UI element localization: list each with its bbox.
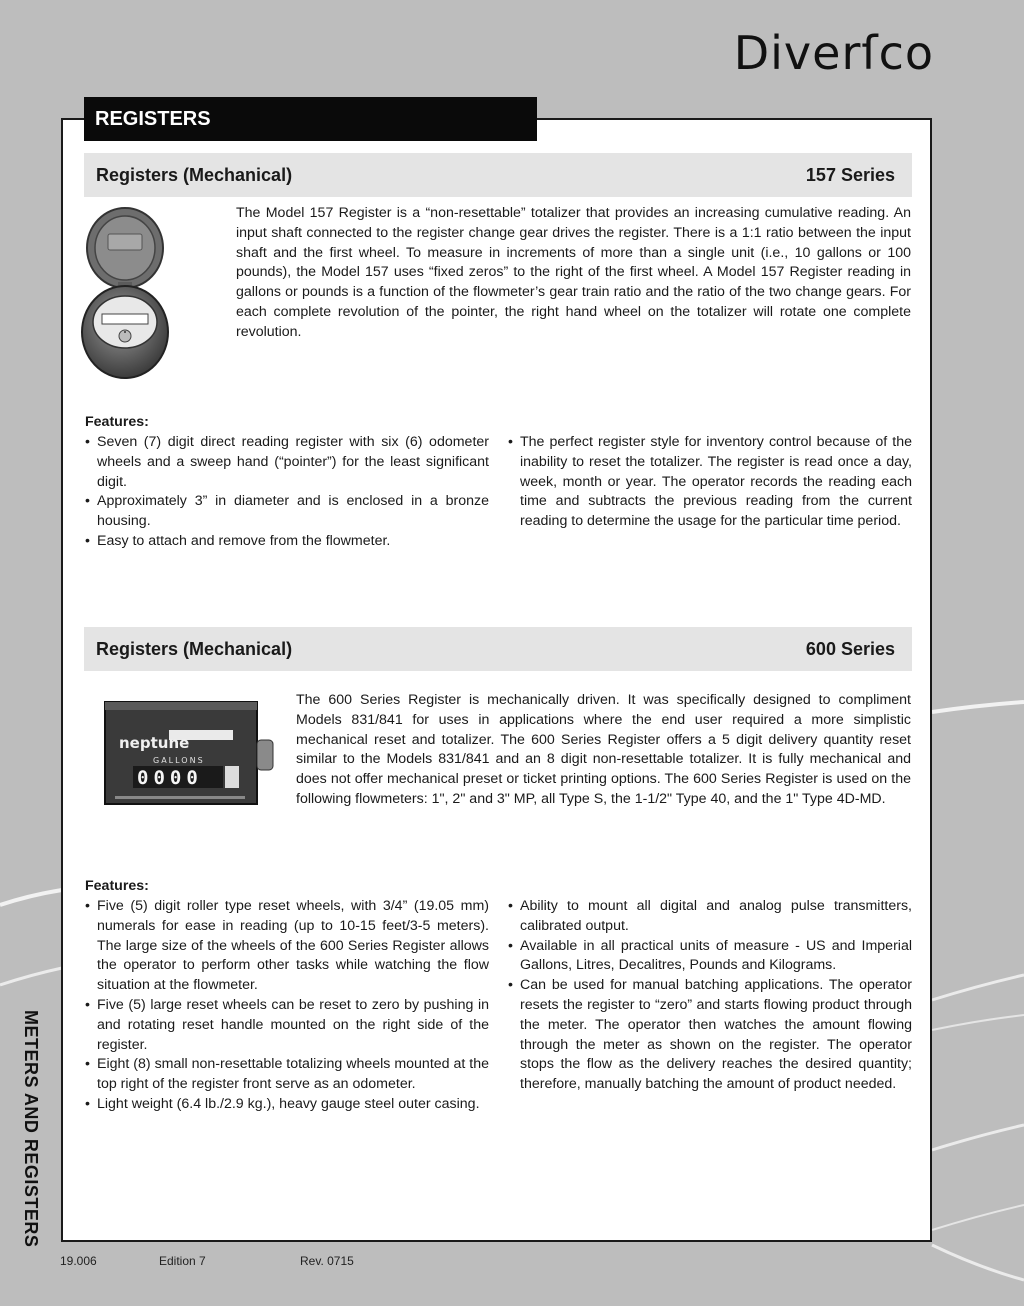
list-item: • Seven (7) digit direct reading register with six (6) odometer wheels and a sweep hand (“pointer”) for the least significant digit. xyxy=(85,433,489,492)
series-label: 157 Series xyxy=(805,164,895,185)
section-heading: Registers (Mechanical) xyxy=(96,638,293,659)
list-item: • Can be used for manual batching applications. The operator resets the register to “zero” and starts flowing product through the meter. The operator then watches the amount flowing through the meter as shown on the register. The operator stops the flow as the delivery reaches the desired quantity; therefore, manually batching the amount of product needed. xyxy=(508,976,912,1095)
register-brand: neptune xyxy=(119,734,190,752)
section-description: The Model 157 Register is a “non-resettable” totalizer that provides an increasing cumulative reading. An input shaft connected to the register change gear drives the register. There is a 1:1 ratio between the input shaft and the first wheel. To measure in increments of more than a single unit (i.e., 10 gallons or 100 pounds), the Model 157 uses “fixed zeros” to the right of the first wheel. A Model 157 Register reading in gallons or pounds is a function of the flowmeter’s gear train ratio and the ratio of the two change gears. For each complete revolution of the pointer, the right hand wheel on the totalizer will rotate one complete revolution. xyxy=(236,205,911,340)
footer-edition: Edition 7 xyxy=(159,1254,206,1268)
features-title: Features: xyxy=(85,414,149,430)
side-label: METERS AND REGISTERS xyxy=(21,1010,41,1248)
list-item: • Five (5) digit roller type reset wheels, with 3/4” (19.05 mm) numerals for ease in reading (up to 10-15 feet/3-5 meters). The large size of the wheels of the 600 Series Register allows the operator to perform other tasks while watching the flow situation at the flowmeter. xyxy=(85,897,489,996)
list-item: • Easy to attach and remove from the flowmeter. xyxy=(85,532,489,552)
series-label: 600 Series xyxy=(805,638,895,659)
footer-revision: Rev. 0715 xyxy=(300,1254,354,1268)
register-digits: 0000 xyxy=(137,767,203,789)
register-unit-label: GALLONS xyxy=(153,756,205,765)
section-header-600 xyxy=(84,627,912,671)
features-list-right xyxy=(508,433,912,532)
section-description: The 600 Series Register is mechanically driven. It was specifically designed to compliment Models 831/841 for uses in applications where the end user required a more simplistic mechanical reset and totalizer. The 600 Series Register offers a 5 digit delivery quantity reset similar to the Models 831/841 and an 8 digit non-resettable totalizer. It is fully mechanical and does not offer mechanical preset or ticket printing options. The 600 Series Register is used on the following flowmeters: 1", 2" and 3" MP, all Type S, the 1-1/2" Type 40, and the 1" Type 4D-MD. xyxy=(296,692,911,807)
features-list-left xyxy=(85,433,489,552)
list-item: • Five (5) large reset wheels can be reset to zero by pushing in and rotating reset handle mounted on the right side of the register. xyxy=(85,996,489,1055)
brand-logo: Diverſco xyxy=(733,26,934,80)
section-header-157 xyxy=(84,153,912,197)
list-item: • Light weight (6.4 lb./2.9 kg.), heavy gauge steel outer casing. xyxy=(85,1095,489,1115)
features-title: Features: xyxy=(85,878,149,894)
list-item: • Eight (8) small non-resettable totalizing wheels mounted at the top right of the register front serve as an odometer. xyxy=(85,1055,489,1095)
list-item: • Available in all practical units of measure - US and Imperial Gallons, Litres, Decalitres, Pounds and Kilograms. xyxy=(508,937,912,977)
features-list-left xyxy=(85,897,489,1115)
section-heading: Registers (Mechanical) xyxy=(96,164,293,185)
list-item: • The perfect register style for inventory control because of the inability to reset the totalizer. The register is read once a day, week, month or year. The operator records the reading each time and subtracts the previous reading from the current reading to determine the usage for the particular time period. xyxy=(508,433,912,532)
features-list-right xyxy=(508,897,912,1095)
reset-register-icon xyxy=(103,700,275,810)
section-tab: REGISTERS xyxy=(84,97,537,141)
totalizer-register-icon xyxy=(80,204,170,384)
footer-page-number: 19.006 xyxy=(60,1254,97,1268)
list-item: • Approximately 3” in diameter and is enclosed in a bronze housing. xyxy=(85,492,489,532)
list-item: • Ability to mount all digital and analog pulse transmitters, calibrated output. xyxy=(508,897,912,937)
